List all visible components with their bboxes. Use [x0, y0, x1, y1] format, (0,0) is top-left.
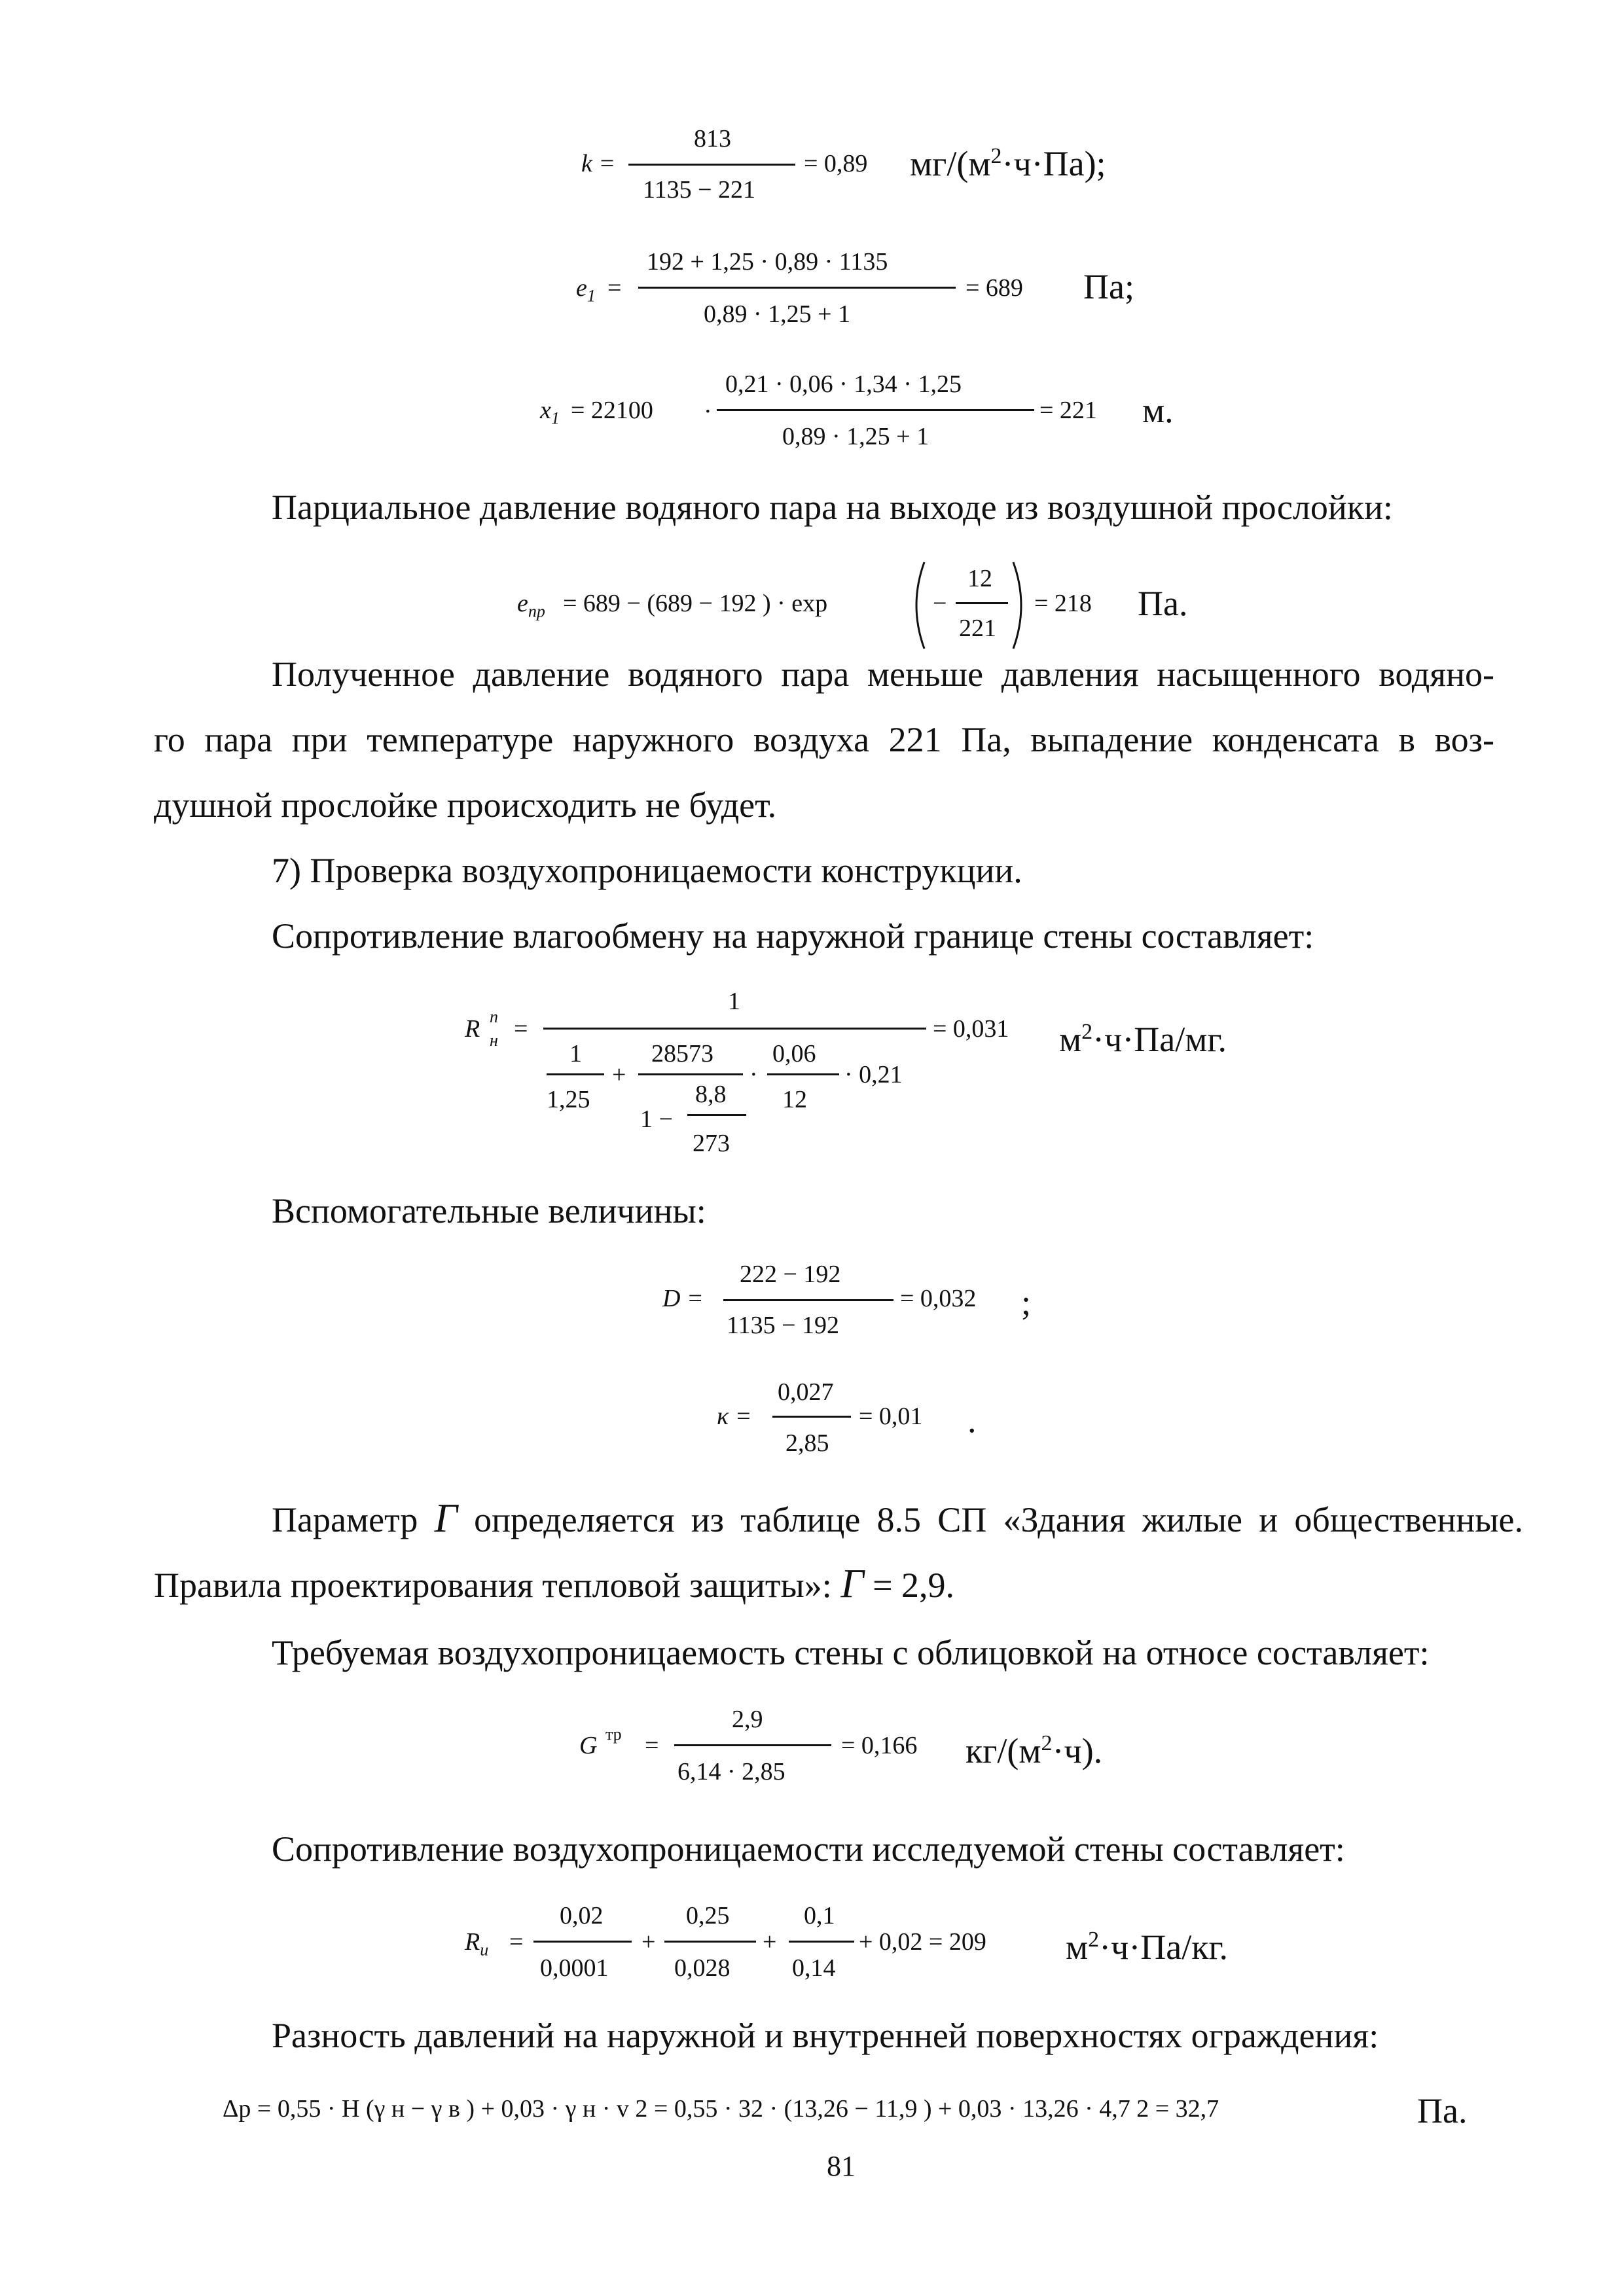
eq-k-result: = 0,89 — [804, 150, 868, 177]
eq-g-unit: $кг/(м^2\cdot ч)$. — [965, 1731, 1103, 1770]
eq-rn-unit: $м^2\cdot ч\cdot Па/мг$. — [1059, 1020, 1227, 1059]
eq-ru-f3-denominator: 0,14 — [792, 1954, 836, 1982]
paragraph-pressure-difference: Разность давлений на наружной и внутренней поверхностях ограждения: — [272, 2016, 1379, 2055]
eq-epr-left-paren — [903, 560, 929, 651]
eq-rn-t3-denominator: 12 — [782, 1086, 807, 1113]
eq-epr-lhs: $e_{пр}$ — [517, 590, 545, 621]
eq-ru-plus2: + — [763, 1928, 777, 1956]
eq-rn-t3-fraction-line — [767, 1073, 839, 1075]
eq-g-lhs: G — [579, 1732, 598, 1759]
eq-ru-f2-fraction-line — [664, 1941, 756, 1943]
paragraph-investigated-resistance: Сопротивление воздухопроницаемости исследуемой стены составляет: — [272, 1829, 1345, 1869]
eq-epr-fraction-line — [956, 602, 1008, 604]
eq-d-numerator: 222 − 192 — [740, 1261, 841, 1288]
eq-kappa-numerator: 0,027 — [778, 1378, 834, 1406]
eq-epr-unit: Па. — [1138, 584, 1188, 623]
eq-rn-t2-inner-fraction-line — [687, 1114, 746, 1116]
eq-ru-lhs: $R_u$ — [465, 1928, 489, 1960]
eq-k-denominator: 1135 − 221 — [643, 176, 756, 204]
eq-k-fraction-line — [628, 164, 795, 166]
eq-ru-f3-numerator: 0,1 — [804, 1902, 835, 1929]
eq-k-unit: $мг/(м^2\cdot ч\cdot Па)$; — [910, 144, 1106, 183]
eq-rn-t2-fraction-line — [638, 1073, 743, 1075]
eq-rn-plus: + — [612, 1061, 626, 1088]
eq-rn-lhs: R — [465, 1015, 480, 1043]
eq-e1-numerator: 192 + 1,25 · 0,89 · 1135 — [647, 248, 888, 276]
eq-ru-plus1: + — [641, 1928, 656, 1956]
eq-rn-sup: п — [490, 1007, 498, 1026]
paragraph-parameter-g: Параметр Г определяется из таблице 8.5 СП «Здания жилые и общественные. — [272, 1496, 1524, 1541]
eq-d-semicolon: ; — [1021, 1283, 1032, 1322]
eq-k-numerator: 813 — [694, 125, 731, 152]
eq-e1-equals: = — [607, 274, 622, 302]
eq-kappa-lhs: κ = — [717, 1403, 752, 1430]
eq-d-denominator: 1135 − 192 — [727, 1312, 840, 1339]
eq-rn-t1-fraction-line — [547, 1073, 604, 1075]
eq-epr-result: = 218 — [1034, 590, 1092, 617]
eq-x1-unit: м. — [1142, 391, 1174, 430]
section-heading-air-permeability: 7) Проверка воздухопроницаемости конструкции. — [272, 851, 1022, 890]
eq-rn-t2-inner-numerator: 8,8 — [695, 1081, 727, 1108]
eq-epr-right-paren — [1008, 560, 1034, 651]
eq-g-denominator: 6,14 · 2,85 — [677, 1758, 785, 1785]
eq-g-result: = 0,166 — [841, 1732, 918, 1759]
eq-e1-fraction-line — [638, 287, 956, 289]
eq-d-result: = 0,032 — [900, 1285, 977, 1312]
gamma-symbol: Г — [434, 1496, 458, 1541]
eq-kappa-denominator: 2,85 — [785, 1429, 829, 1457]
eq-e1-lhs: $e_1$ — [576, 274, 596, 306]
eq-e1-denominator: 0,89 · 1,25 + 1 — [704, 300, 851, 328]
eq-ru-f2-denominator: 0,028 — [674, 1954, 731, 1982]
eq-rn-t2-numerator: 28573 — [651, 1040, 713, 1067]
eq-kappa-period: . — [967, 1401, 977, 1440]
eq-x1-lhs: $x_1$ — [540, 397, 560, 428]
eq-rn-result: = 0,031 — [933, 1015, 1009, 1043]
paragraph-auxiliary-values: Вспомогательные величины: — [272, 1191, 706, 1230]
eq-rn-t2-den-pre: 1 − — [640, 1105, 673, 1133]
eq-x1-result: = 221 — [1039, 397, 1097, 424]
eq-ru-f1-fraction-line — [533, 1941, 632, 1943]
paragraph-required-permeability: Требуемая воздухопроницаемость стены с облицовкой на относе составляет: — [272, 1633, 1430, 1672]
eq-g-equals: = — [645, 1732, 659, 1759]
eq-x1-fraction-line — [717, 409, 1034, 411]
eq-rn-t2-inner-denominator: 273 — [693, 1130, 730, 1157]
eq-rn-equals: = — [514, 1015, 528, 1043]
eq-d-lhs: D = — [662, 1285, 704, 1312]
eq-ru-f1-numerator: 0,02 — [560, 1902, 604, 1929]
paragraph-moisture-resistance: Сопротивление влагообмену на наружной границе стены составляет: — [272, 916, 1314, 956]
eq-epr-denominator: 221 — [959, 615, 996, 642]
eq-kappa-fraction-line — [772, 1416, 851, 1418]
eq-rn-main-fraction-line — [543, 1028, 926, 1030]
paragraph-parameter-g-cont: Правила проектирования тепловой защиты»: Г = 2,9. — [154, 1562, 955, 1606]
eq-ru-equals: = — [509, 1928, 524, 1956]
eq-epr-mid: = 689 − (689 − 192 ) · exp — [563, 590, 828, 617]
eq-rn-t1-numerator: 1 — [569, 1040, 582, 1067]
eq-ru-f3-fraction-line — [789, 1941, 854, 1943]
eq-ru-tail: + 0,02 = 209 — [859, 1928, 986, 1956]
eq-e1-result: = 689 — [965, 274, 1023, 302]
eq-dp-expression: Δp = 0,55 · H (γ н − γ в ) + 0,03 · γ н · v 2 = 0,55 · 32 · (13,26 − 11,9 ) + 0,03 · 13,26 · 4,7 2 = 32,7 — [223, 2095, 1219, 2123]
eq-k-lhs: k = — [581, 150, 616, 177]
eq-epr-numerator: 12 — [967, 565, 992, 592]
eq-g-sup: тр — [605, 1725, 622, 1744]
eq-x1-mid: = 22100 — [571, 397, 653, 424]
eq-g-numerator: 2,9 — [732, 1706, 763, 1733]
eq-rn-t1-denominator: 1,25 — [547, 1086, 590, 1113]
paragraph-conclusion-line2: го пара при температуре наружного воздуха 221 Па, выпадение конденсата в воз- — [154, 720, 1494, 759]
eq-x1-dot: · — [704, 398, 712, 425]
eq-rn-t3-numerator: 0,06 — [772, 1040, 816, 1067]
eq-x1-numerator: 0,21 · 0,06 · 1,34 · 1,25 — [725, 370, 962, 398]
eq-rn-numerator: 1 — [728, 988, 740, 1015]
eq-ru-unit: $м^2\cdot ч\cdot Па/кг$. — [1066, 1928, 1229, 1967]
paragraph-conclusion-line3: душной прослойке происходить не будет. — [154, 785, 777, 825]
eq-ru-f1-denominator: 0,0001 — [540, 1954, 609, 1982]
paragraph-conclusion-line1: Полученное давление водяного пара меньше давления насыщенного водяно- — [272, 655, 1494, 694]
page-number: 81 — [827, 2150, 856, 2182]
eq-epr-minus: − — [933, 590, 947, 617]
eq-rn-tail: · 0,21 — [844, 1061, 903, 1088]
eq-dp-unit: Па. — [1417, 2091, 1468, 2130]
eq-g-fraction-line — [674, 1744, 831, 1746]
eq-ru-f2-numerator: 0,25 — [686, 1902, 730, 1929]
eq-rn-sub: н — [490, 1031, 498, 1050]
eq-d-fraction-line — [723, 1299, 893, 1301]
gamma-symbol-value: Г — [840, 1562, 864, 1606]
eq-kappa-result: = 0,01 — [859, 1403, 923, 1430]
eq-x1-denominator: 0,89 · 1,25 + 1 — [782, 423, 929, 450]
eq-e1-unit: Па; — [1083, 267, 1134, 306]
paragraph-partial-pressure: Парциальное давление водяного пара на выходе из воздушной прослойки: — [272, 488, 1393, 527]
eq-rn-dot: · — [749, 1061, 758, 1088]
